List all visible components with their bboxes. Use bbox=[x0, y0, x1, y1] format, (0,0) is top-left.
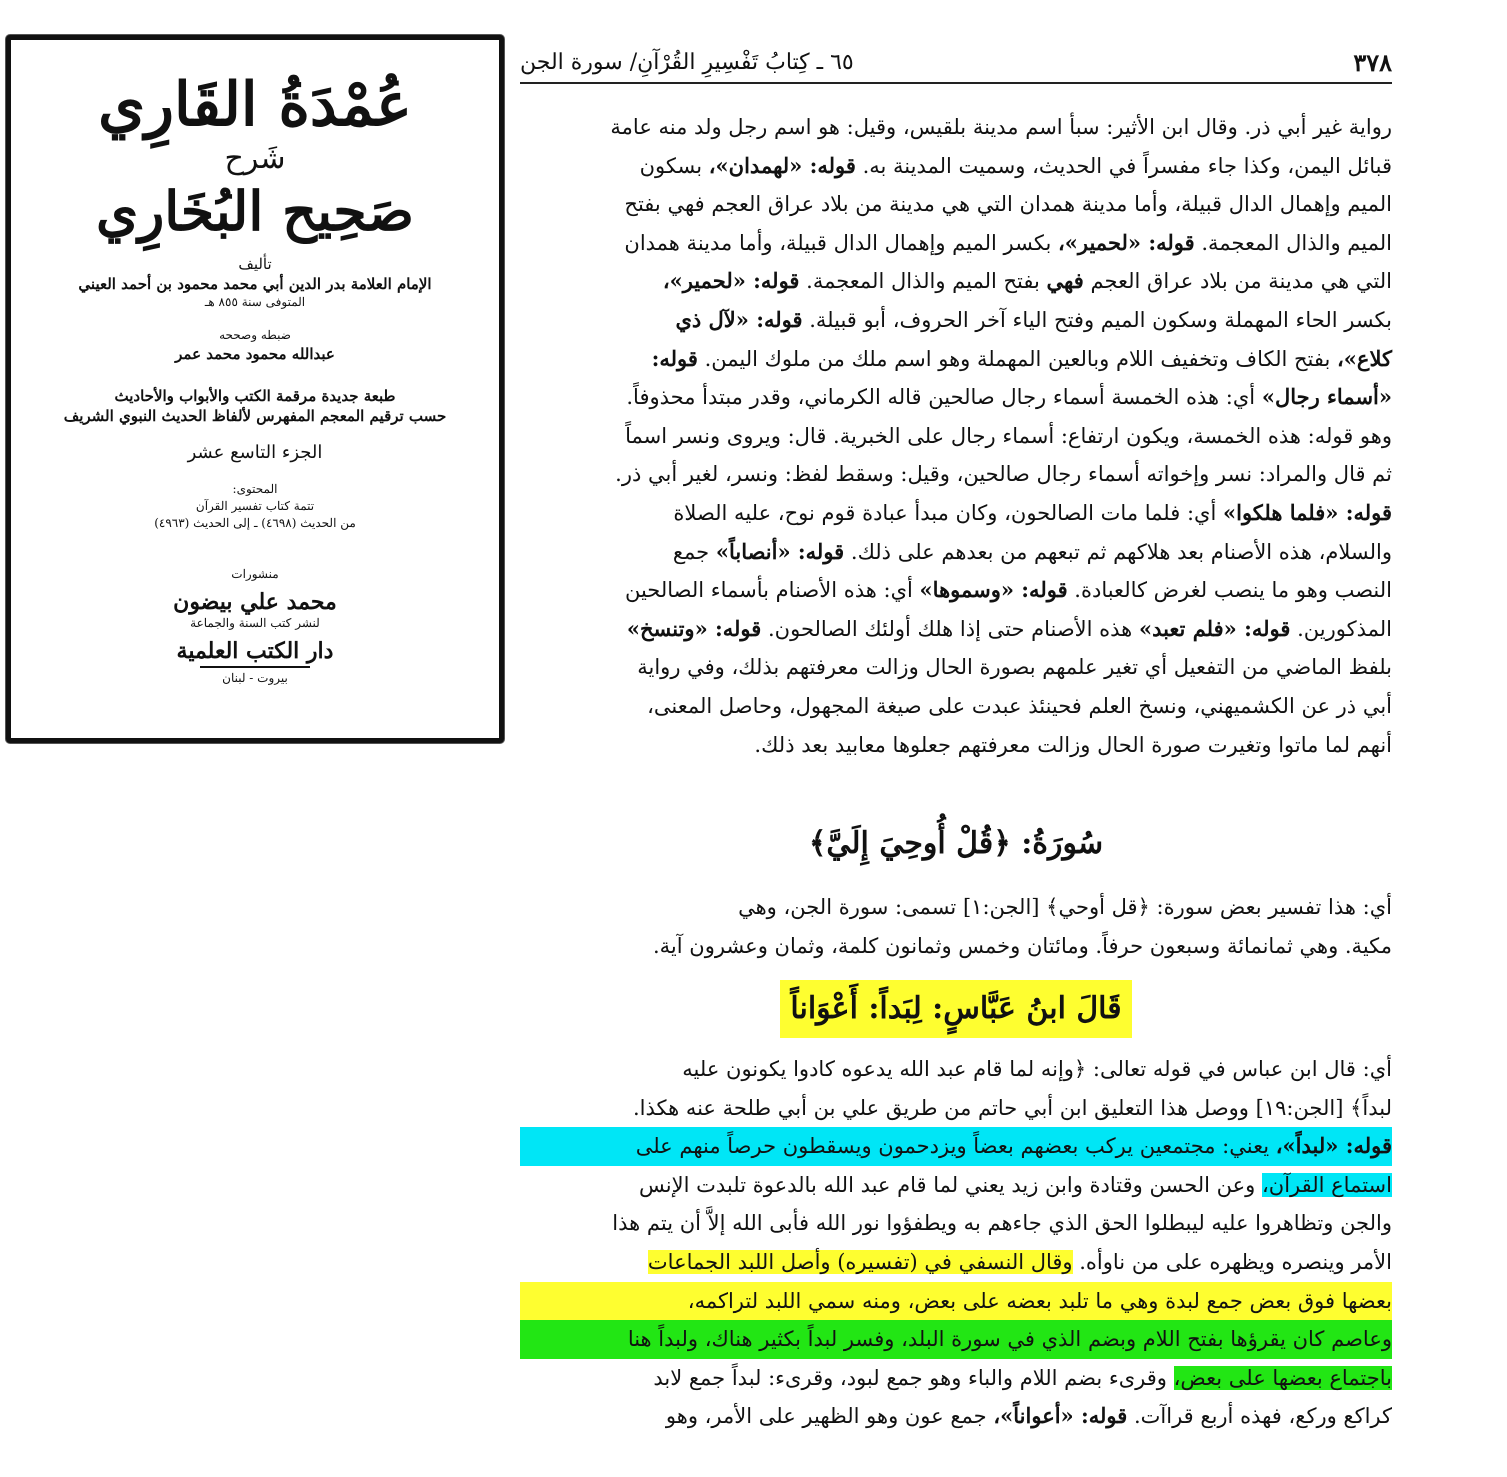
text-line: ثم قال والمراد: نسر وإخواته أسماء رجال صالحين، وقيل: وسقط لفظ: ونسر، لغير أبي ذر. bbox=[615, 462, 1392, 487]
text-line: كلاع»، بفتح الكاف وتخفيف اللام وبالعين المهملة وهو اسم ملك من ملوك اليمن. قوله: bbox=[651, 345, 1392, 371]
commentary-block-2 bbox=[520, 888, 1392, 965]
cover-author-label: تأليف bbox=[238, 255, 272, 273]
book-cover bbox=[6, 35, 504, 743]
text-line: قبائل اليمن، وكذا جاء مفسراً في الحديث، وسميت المدينة به. قوله: «لهمدان»، بسكون bbox=[639, 152, 1392, 178]
cover-title-main: عُمْدَةُ القَارِي bbox=[98, 70, 412, 140]
text-line: النصب وهو ما ينصب لغرض كالعبادة. قوله: «وسموها» أي: هذه الأصنام بأسماء الصالحين bbox=[624, 577, 1392, 603]
cover-contents-line1: تتمة كتاب تفسير القرآن bbox=[195, 499, 315, 513]
text-line: الميم والذال المعجمة. قوله: «لحمير»، بكسر الميم وإهمال الدال قبيلة، وأما مدينة همدان bbox=[624, 229, 1392, 255]
cover-publisher-name: محمد علي بيضون bbox=[173, 589, 337, 615]
commentary-block-3 bbox=[520, 1050, 1392, 1436]
text-line: باجتماع بعضها على بعض، وقرىء بضم اللام والباء وهو جمع لبود، وقرىء: لبداً جمع لابد bbox=[653, 1365, 1392, 1390]
cover-title-book: صَحِيح البُخَارِي bbox=[95, 179, 415, 243]
highlighted-line-green: وعاصم كان يقرؤها بفتح اللام وبضم الذي في سورة البلد، وفسر لبداً بكثير هناك، ولبداً هنا bbox=[520, 1320, 1392, 1359]
text-line: الأمر وينصره ويظهره على من ناوأه. وقال النسفي في (تفسيره) وأصل اللبد الجماعات bbox=[647, 1249, 1392, 1274]
text-line: أي: قال ابن عباس في قوله تعالى: ﴿وإنه لما قام عبد الله يدعوه كادوا يكونون عليه bbox=[682, 1057, 1392, 1081]
cover-volume: الجزء التاسع عشر bbox=[187, 442, 323, 463]
sub-heading-wrap bbox=[520, 980, 1392, 1038]
highlight-yellow: وقال النسفي في (تفسيره) وأصل اللبد الجماعات bbox=[647, 1249, 1073, 1274]
highlighted-line-cyan: قوله: «لبداً»، يعني: مجتمعين يركب بعضهم بعضاً ويزدحمون ويسقطون حرصاً منهم على bbox=[520, 1127, 1392, 1166]
text-line: الميم وإهمال الدال قبيلة، وأما مدينة همدان التي هي مدينة من بلاد عراق العجم فهي بفتح bbox=[624, 192, 1392, 217]
surah-heading: سُورَةُ: ﴿قُلْ أُوحِيَ إِلَيَّ﴾ bbox=[808, 826, 1104, 861]
page-number: ٣٧٨ bbox=[1353, 48, 1392, 77]
highlight-green: باجتماع بعضها على بعض، bbox=[1173, 1365, 1392, 1390]
cover-editor-name: عبدالله محمود محمد عمر bbox=[175, 345, 335, 363]
text-line: المذكورين. قوله: «فلم تعبد» هذه الأصنام حتى إذا هلك أولئك الصالحون. قوله: «وتنسخ» bbox=[626, 615, 1392, 641]
surah-heading-wrap bbox=[520, 826, 1392, 861]
cover-author-name: الإمام العلامة بدر الدين أبي محمد محمود بن أحمد العيني bbox=[78, 275, 432, 293]
cover-contents-line2: من الحديث (٤٦٩٨) ـ إلى الحديث (٤٩٦٣) bbox=[154, 516, 356, 530]
cover-publisher-house: دار الكتب العلمية bbox=[176, 638, 334, 664]
cover-publisher-city: بيروت - لبنان bbox=[222, 671, 288, 685]
sub-heading: قَالَ ابنُ عَبَّاسٍ: لِبَداً: أَعْوَاناً bbox=[780, 980, 1131, 1038]
text-line: وهو قوله: هذه الخمسة، ويكون ارتفاع: أسماء رجال على الخبرية. قال: ويروى ونسر اسماً bbox=[625, 423, 1392, 448]
text-line: بلفظ الماضي من التفعيل أي تغير علمهم بصورة الحال وزالت معرفتهم بذلك، وفي رواية bbox=[637, 655, 1392, 680]
text-line: أي: هذا تفسير بعض سورة: ﴿قل أوحي﴾ [الجن:١] تسمى: سورة الجن، وهي bbox=[738, 895, 1392, 919]
text-line: رواية غير أبي ذر. وقال ابن الأثير: سبأ اسم مدينة بلقيس، وقيل: هو اسم رجل ولد منه عامة bbox=[610, 115, 1392, 139]
text-line: أبي ذر عن الكشميهني، ونسخ العلم فحينئذ عبدت على صيغة المجهول، وحاصل المعنى، bbox=[647, 693, 1392, 718]
cover-contents-label: المحتوى: bbox=[232, 482, 278, 496]
text-line: استماع القرآن، وعن الحسن وقتادة وابن زيد يعني لما قام عبد الله بالدعوة تلبدت الإنس bbox=[639, 1172, 1392, 1197]
cover-publisher-label: منشورات bbox=[231, 567, 279, 581]
cover-edition-line2: حسب ترقيم المعجم المفهرس لألفاظ الحديث النبوي الشريف bbox=[63, 407, 447, 425]
text-line: والجن وتظاهروا عليه ليبطلوا الحق الذي جاءهم به ويطفؤوا نور الله فأبى الله إلاَّ أن يتم هذا bbox=[612, 1211, 1392, 1236]
text-line: بكسر الحاء المهملة وسكون الميم وفتح الياء آخر الحروف، أبو قبيلة. قوله: «لآل ذي bbox=[675, 306, 1392, 332]
cover-publisher-rule bbox=[200, 666, 310, 668]
cover-title-sub: شَرح bbox=[224, 141, 286, 176]
text-line: مكية. وهي ثمانمائة وسبعون حرفاً. ومائتان وخمس وثمانون كلمة، وثمان وعشرون آية. bbox=[653, 933, 1392, 958]
text-line: «أسماء رجال» أي: هذه الخمسة أسماء رجال صالحين قاله الكرماني، وقدر مبتدأ محذوفاً. bbox=[626, 384, 1392, 410]
cover-author-death: المتوفى سنة ٨٥٥ هـ bbox=[204, 295, 306, 309]
highlighted-line-yellow: بعضها فوق بعض جمع لبدة وهي ما تلبد بعضه على بعض، ومنه سمي اللبد لتراكمه، bbox=[520, 1282, 1392, 1321]
text-line: التي هي مدينة من بلاد عراق العجم فهي بفتح الميم والذال المعجمة. قوله: «لحمير»، bbox=[662, 268, 1392, 294]
cover-editor-label: ضبطه وصححه bbox=[219, 328, 291, 342]
cover-publisher-desc: لنشر كتب السنة والجماعة bbox=[190, 616, 320, 630]
cover-edition-line1: طبعة جديدة مرقمة الكتب والأبواب والأحاديث bbox=[114, 387, 396, 405]
text-line: أنهم لما ماتوا وتغيرت صورة الحال وزالت معرفتهم جعلوها معابيد بعد ذلك. bbox=[754, 732, 1392, 757]
text-line: والسلام، هذه الأصنام بعد هلاكهم ثم تبعهم من بعدهم على ذلك. قوله: «أنصاباً» جمع bbox=[672, 538, 1392, 564]
text-line: لبداً﴾ [الجن:١٩] ووصل هذا التعليق ابن أبي حاتم من طريق علي بن أبي طلحة عنه هكذا. bbox=[632, 1095, 1392, 1120]
running-title: ٦٥ ـ كِتابُ تَفْسِيرِ القُرْآنِ/ سورة الجن bbox=[520, 50, 854, 75]
highlight-cyan: استماع القرآن، bbox=[1262, 1172, 1392, 1197]
text-line: قوله: «فلما هلكوا» أي: فلما مات الصالحون، وكان مبدأ عبادة قوم نوح، عليه الصلاة bbox=[673, 499, 1392, 525]
page-header bbox=[520, 48, 1392, 84]
text-line: كراكع وركع، فهذه أربع قراآت. قوله: «أعواناً»، جمع عون وهو الظهير على الأمر، وهو bbox=[665, 1403, 1392, 1429]
commentary-block-1 bbox=[520, 108, 1392, 764]
